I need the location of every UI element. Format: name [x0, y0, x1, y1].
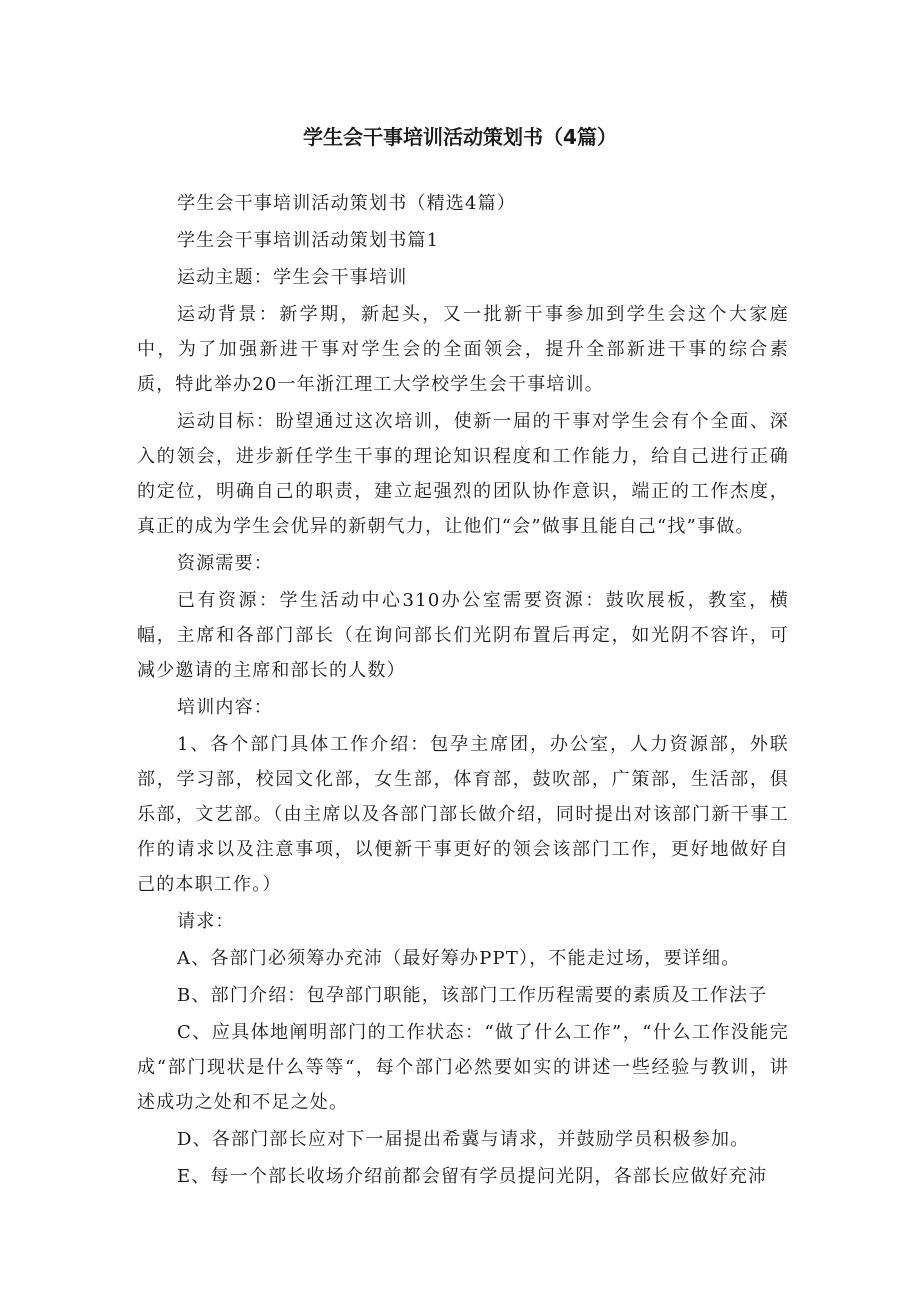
paragraph-background: 运动背景：新学期，新起头，又一批新干事参加到学生会这个大家庭中，为了加强新进干事对学生会的全面领会，提升全部新进干事的综合素质，特此举办20一年浙江理工大学校学生会干事培训。 [137, 304, 789, 395]
paragraph-goal: 运动目标：盼望通过这次培训，使新一届的干事对学生会有个全面、深入的领会，进步新任学生干事的理论知识程度和工作能力，给自己进行正确的定位，明确自己的职责，建立起强烈的团队协作意识，端正的工作杰度，真正的成为学生会优异的新朝气力，让他们“会”做事且能自己“找”事做。 [137, 411, 789, 537]
paragraph-requirement-b: B、部门介绍：包孕部门职能，该部门工作历程需要的素质及工作法子 [177, 985, 768, 1006]
paragraph-requirement-d: D、各部门部长应对下一届提出希冀与请求，并鼓励学员积极参加。 [177, 1129, 750, 1150]
paragraph-requirement-e: E、每一个部长收场介绍前都会留有学员提问光阴，各部长应做好充沛 [177, 1166, 768, 1187]
document-body [137, 186, 789, 1196]
paragraph-subtitle: 学生会干事培训活动策划书（精选4篇） [177, 193, 517, 214]
paragraph-section-heading: 学生会干事培训活动策划书篇1 [177, 230, 440, 251]
paragraph-requirement-a: A、各部门必须筹办充沛（最好筹办PPT），不能走过场，要详细。 [177, 948, 741, 969]
paragraph-requirement-c: C、应具体地阐明部门的工作状态：“做了什么工作”，“什么工作没能完成“部门现状是什么等等“，每个部门必然要如实的讲述一些经验与教训，讲述成功之处和不足之处。 [137, 1022, 789, 1113]
paragraph-departments: 1、各个部门具体工作介绍：包孕主席团，办公室，人力资源部，外联部，学习部，校园文化部，女生部，体育部，鼓吹部，广策部，生活部，俱乐部，文艺部。（由主席以及各部门部长做介绍，同时提出对该部门新干事工作的请求以及注意事项，以便新干事更好的领会该部门工作，更好地做好自己的本职工作。） [137, 734, 789, 895]
document-title: 学生会干事培训活动策划书（4篇） [303, 125, 617, 149]
paragraph-resources: 已有资源：学生活动中心310办公室需要资源：鼓吹展板，教室，横幅，主席和各部门部长（在询问部长们光阴布置后再定，如光阴不容许，可减少邀请的主席和部长的人数） [137, 590, 789, 681]
paragraph-theme: 运动主题：学生会干事培训 [177, 267, 408, 288]
paragraph-resources-heading: 资源需要： [177, 553, 273, 574]
paragraph-requirements-heading: 请求： [177, 911, 235, 932]
paragraph-content-heading: 培训内容： [177, 697, 273, 718]
